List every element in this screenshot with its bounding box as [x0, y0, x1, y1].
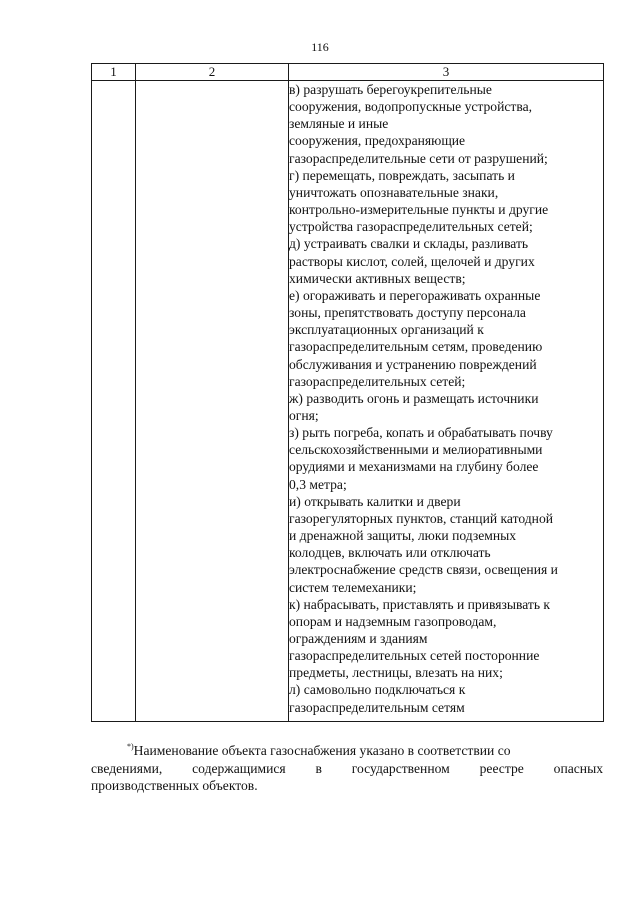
list-line: 0,3 метра;: [289, 476, 347, 492]
list-line: сельскохозяйственными и мелиоративными: [289, 442, 543, 458]
table-header-row: [92, 64, 604, 81]
footnote-line-2: [91, 760, 603, 778]
list-line: предметы, лестницы, влезать на них;: [289, 665, 503, 681]
list-line: устройства газораспределительных сетей;: [289, 219, 533, 235]
list-line: эксплуатационных организаций к: [289, 322, 484, 338]
list-line: обслуживания и устранению повреждений: [289, 356, 537, 372]
list-line: л) самовольно подключаться к: [289, 682, 466, 698]
column-header-3: 3: [289, 64, 604, 81]
list-line: систем телемеханики;: [289, 579, 417, 595]
footnote-word: сведениями,: [91, 760, 163, 776]
list-line: сооружения, водопропускные устройства,: [289, 99, 533, 115]
footnote-word: в: [315, 760, 322, 776]
prohibitions-list-cell: [289, 81, 604, 722]
page-number: 116: [311, 40, 329, 54]
list-line: газораспределительные сети от разрушений;: [289, 150, 548, 166]
footnote-word: государственном: [351, 760, 450, 776]
list-line: уничтожать опознавательные знаки,: [289, 184, 499, 200]
list-line: к) набрасывать, приставлять и привязывать к: [289, 596, 551, 612]
column-header-1: 1: [92, 64, 136, 81]
list-line: электроснабжение средств связи, освещения и: [289, 562, 558, 578]
footnote-line-3: производственных объектов.: [91, 778, 258, 793]
table-cell-column-1: [92, 81, 136, 722]
list-line: сооружения, предохраняющие: [289, 133, 466, 149]
list-line: химически активных веществ;: [289, 270, 466, 286]
footnote-word: реестре: [479, 760, 524, 776]
list-line: растворы кислот, солей, щелочей и других: [289, 253, 535, 269]
list-line: г) перемещать, повреждать, засыпать и: [289, 167, 515, 183]
list-line: колодцев, включать или отключать: [289, 545, 491, 561]
footnote-marker: *): [127, 742, 134, 751]
list-line: и) открывать калитки и двери: [289, 493, 461, 509]
list-line: зоны, препятствовать доступу персонала: [289, 305, 526, 321]
list-line: газораспределительным сетям: [289, 699, 465, 715]
list-line: газораспределительным сетям, проведению: [289, 339, 543, 355]
list-line: ограждениям и зданиям: [289, 631, 428, 646]
list-line: земляные и иные: [289, 116, 389, 132]
list-line: д) устраивать свалки и склады, разливать: [289, 236, 529, 252]
list-line: опорам и надземным газопроводам,: [289, 613, 497, 629]
list-line: ж) разводить огонь и размещать источники: [289, 390, 539, 406]
list-line: контрольно-измерительные пункты и другие: [289, 202, 549, 218]
list-line: газорегуляторных пунктов, станций катодной: [289, 510, 554, 526]
footnote-text-1: Наименование объекта газоснабжения указано в соответствии со: [133, 743, 511, 758]
list-line: газораспределительных сетей;: [289, 373, 466, 389]
list-line: огня;: [289, 407, 319, 423]
footnote-word: содержащимися: [192, 760, 286, 776]
list-line: в) разрушать берегоукрепительные: [289, 82, 492, 97]
requirements-table: [91, 63, 604, 722]
table-cell-column-2: [136, 81, 289, 722]
footnote: [91, 738, 603, 795]
footnote-word: опасных: [553, 760, 603, 776]
table-row: [92, 81, 604, 722]
list-line: и дренажной защиты, люки подземных: [289, 528, 517, 544]
list-line: з) рыть погреба, копать и обрабатывать почву: [289, 425, 553, 441]
list-line: газораспределительных сетей посторонние: [289, 648, 540, 664]
footnote-line-1: [91, 738, 603, 760]
list-line: орудиями и механизмами на глубину более: [289, 459, 539, 475]
list-line: е) огораживать и перегораживать охранные: [289, 287, 541, 303]
column-header-2: 2: [136, 64, 289, 81]
